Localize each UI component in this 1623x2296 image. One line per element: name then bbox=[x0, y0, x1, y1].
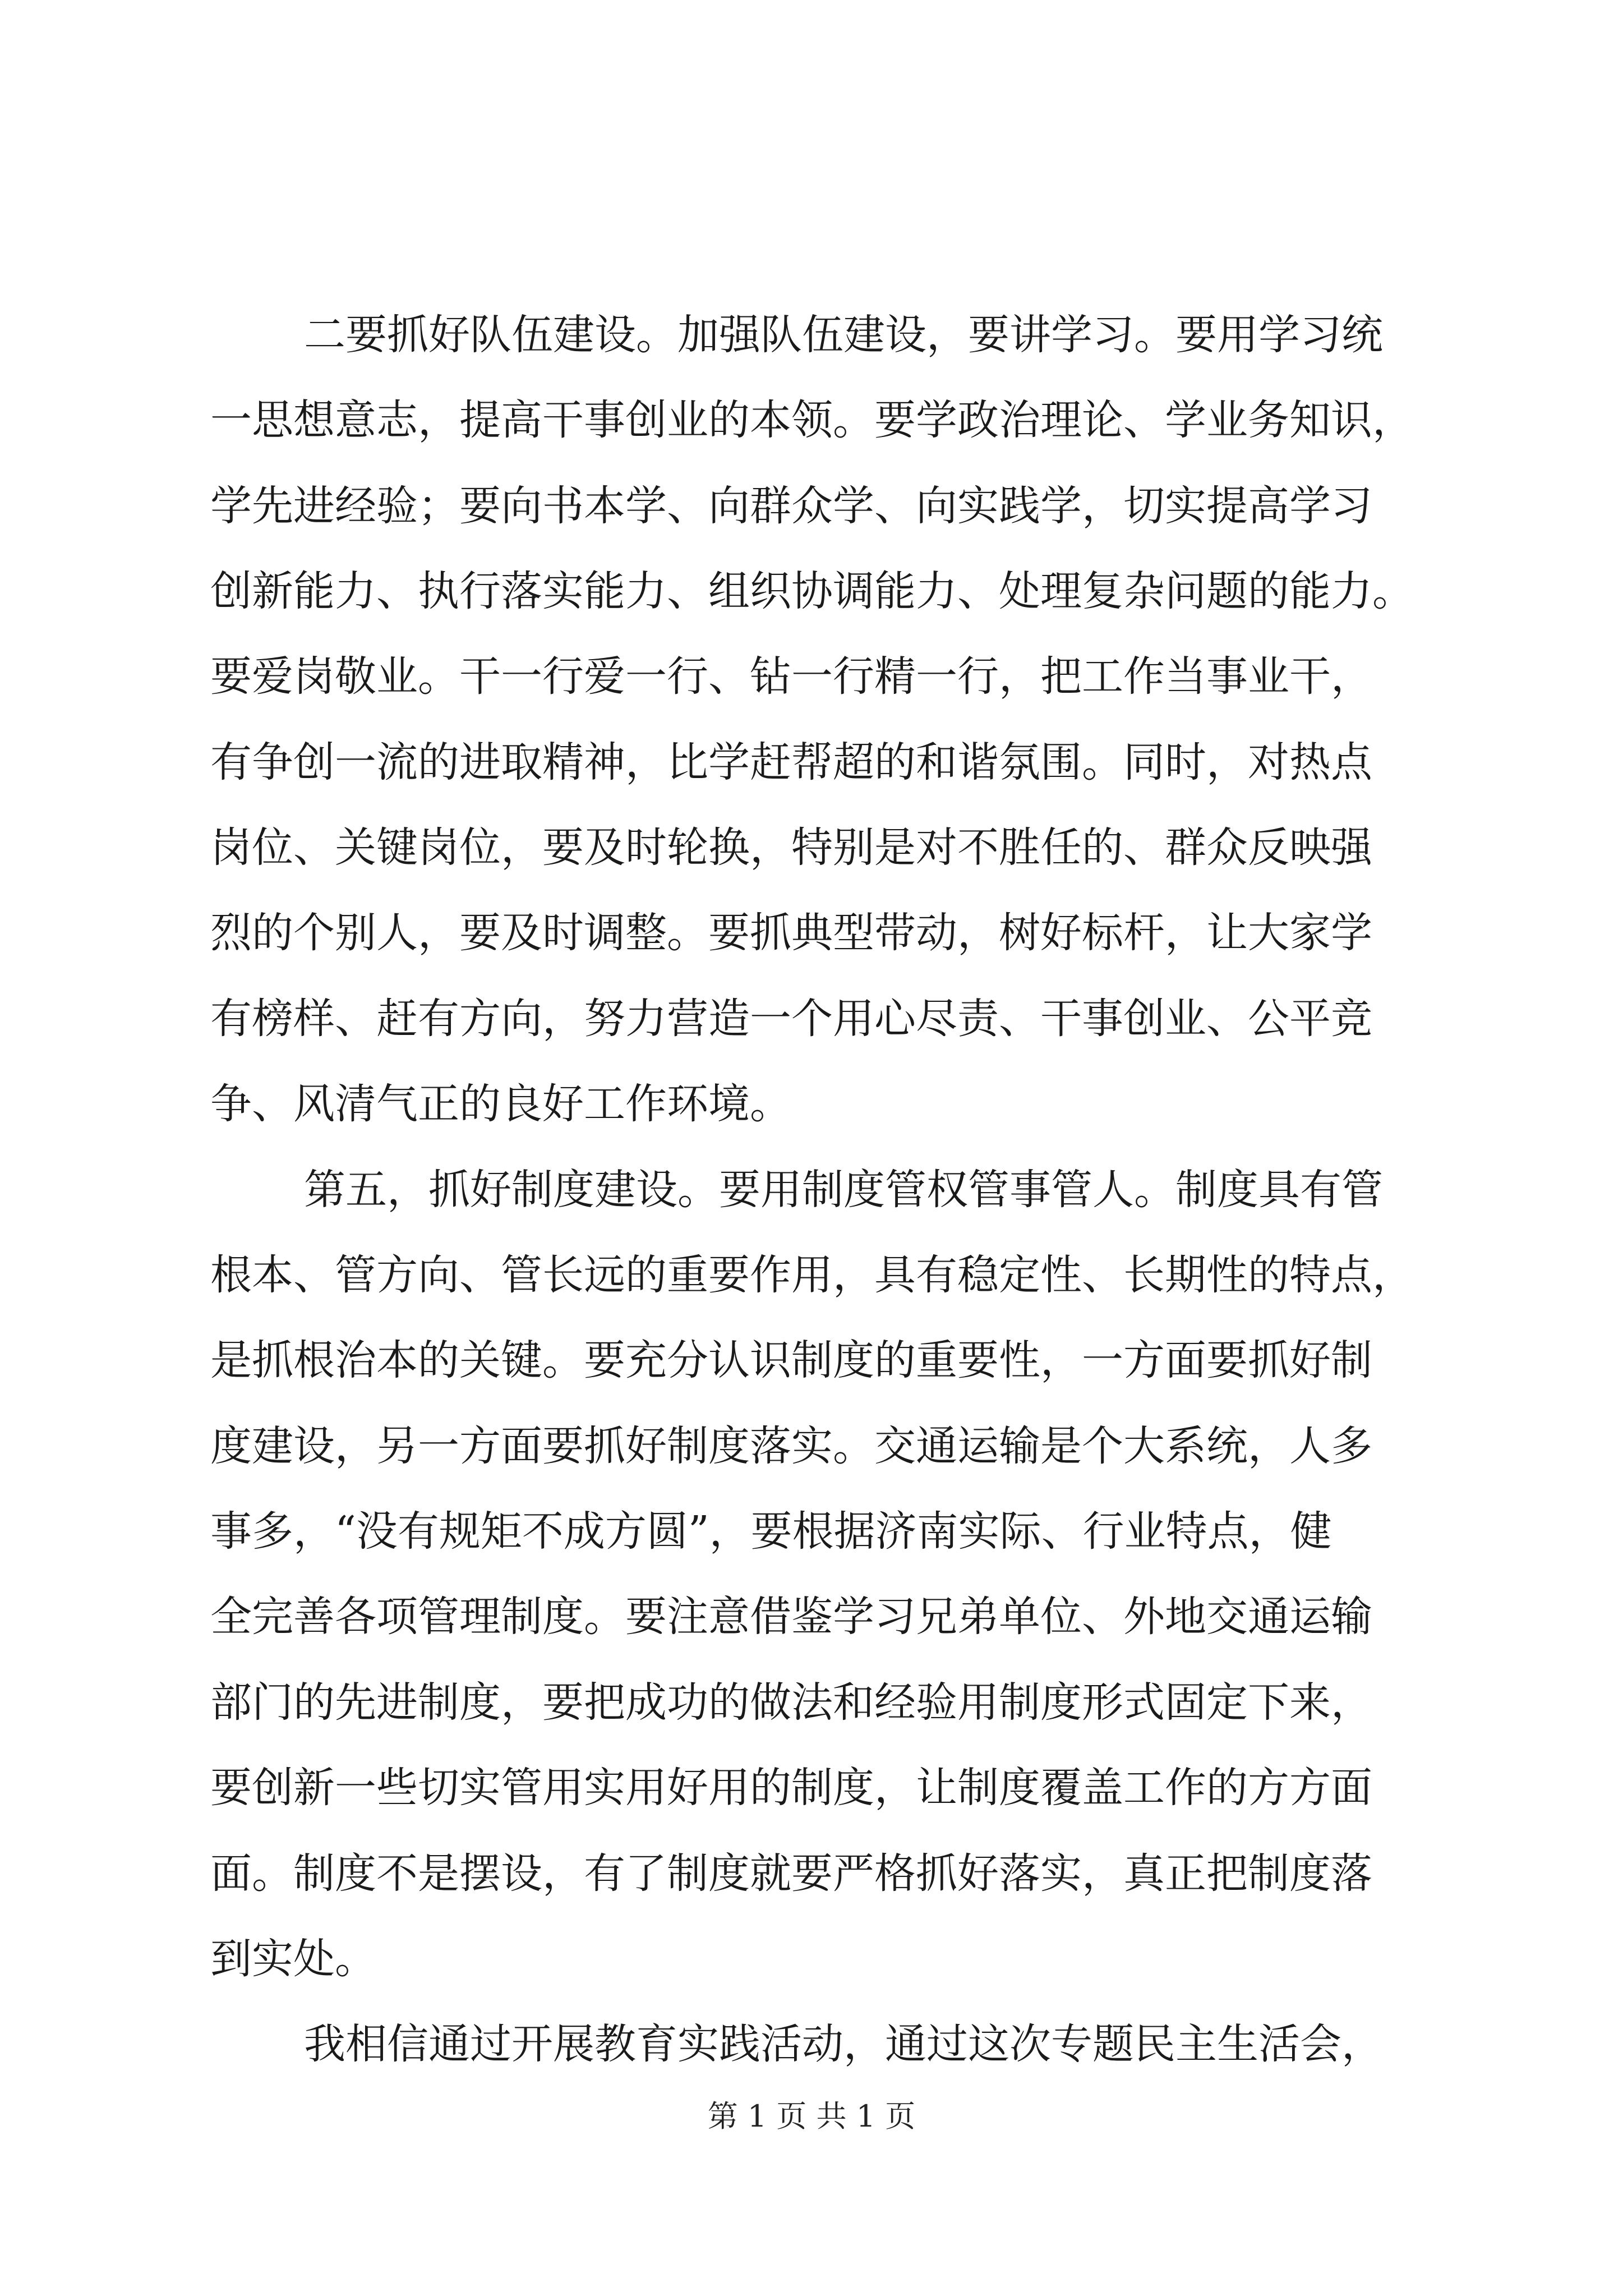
text-line: 部门的先进制度，要把成功的做法和经验用制度形式固定下来， bbox=[210, 1678, 1372, 1727]
text-line: 二要抓好队伍建设。加强队伍建设，要讲学习。要用学习统 bbox=[304, 311, 1383, 359]
text-line: 岗位、关键岗位，要及时轮换，特别是对不胜任的、群众反映强 bbox=[210, 823, 1372, 872]
text-line: 烈的个别人，要及时调整。要抓典型带动，树好标杆，让大家学 bbox=[210, 909, 1372, 957]
page-number-footer: 第 1 页 共 1 页 bbox=[707, 2099, 916, 2134]
text-line: 要爱岗敬业。干一行爱一行、钻一行精一行，把工作当事业干， bbox=[210, 652, 1372, 701]
text-line: 是抓根治本的关键。要充分认识制度的重要性，一方面要抓好制 bbox=[210, 1336, 1372, 1384]
text-line: 创新能力、执行落实能力、组织协调能力、处理复杂问题的能力。 bbox=[210, 567, 1414, 615]
text-line: 根本、管方向、管长远的重要作用，具有稳定性、长期性的特点， bbox=[210, 1251, 1414, 1299]
text-line: 事多，“没有规矩不成方圆”，要根据济南实际、行业特点，健 bbox=[210, 1507, 1332, 1556]
text-line: 争、风清气正的良好工作环境。 bbox=[210, 1080, 791, 1128]
text-line: 一思想意志，提高干事创业的本领。要学政治理论、学业务知识， bbox=[210, 396, 1414, 444]
text-line: 全完善各项管理制度。要注意借鉴学习兄弟单位、外地交通运输 bbox=[210, 1593, 1372, 1641]
text-line: 我相信通过开展教育实践活动，通过这次专题民主生活会， bbox=[304, 2020, 1383, 2068]
text-line: 到实处。 bbox=[210, 1935, 376, 1983]
text-line: 面。制度不是摆设，有了制度就要严格抓好落实，真正把制度落 bbox=[210, 1849, 1372, 1898]
text-line: 要创新一些切实管用实用好用的制度，让制度覆盖工作的方方面 bbox=[210, 1764, 1372, 1812]
text-line: 学先进经验；要向书本学、向群众学、向实践学，切实提高学习 bbox=[210, 482, 1372, 530]
text-line: 有榜样、赶有方向，努力营造一个用心尽责、干事创业、公平竞 bbox=[210, 995, 1372, 1043]
text-line: 度建设，另一方面要抓好制度落实。交通运输是个大系统，人多 bbox=[210, 1422, 1372, 1470]
text-line: 第五，抓好制度建设。要用制度管权管事管人。制度具有管 bbox=[304, 1166, 1383, 1214]
text-line: 有争创一流的进取精神，比学赶帮超的和谐氛围。同时，对热点 bbox=[210, 738, 1372, 786]
